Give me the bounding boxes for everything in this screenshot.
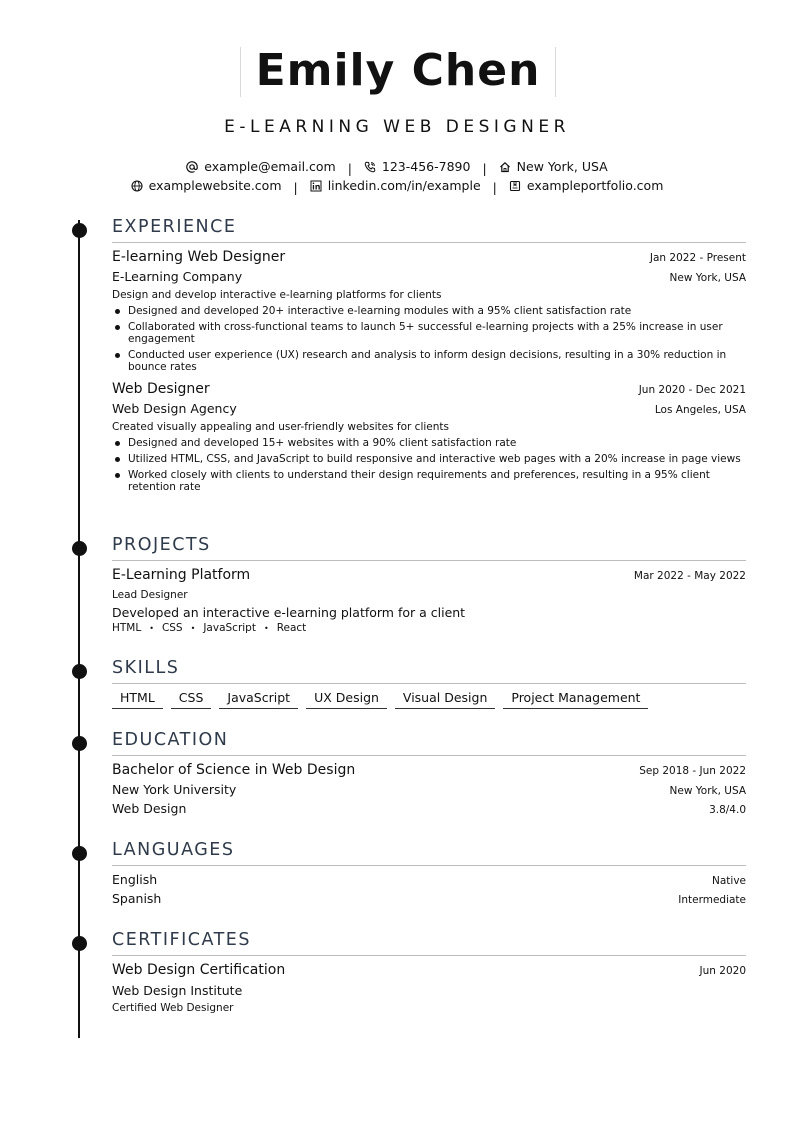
separator: |: [293, 179, 298, 195]
linkedin-icon: [310, 180, 322, 192]
contact-linkedin[interactable]: [310, 178, 481, 193]
tech-separator: •: [190, 623, 196, 633]
education-dates: Sep 2018 - Jun 2022: [639, 765, 746, 777]
contact-website[interactable]: [131, 178, 282, 193]
section-divider: [112, 865, 746, 866]
skill-tag: UX Design: [306, 690, 387, 709]
section-projects: [112, 533, 746, 634]
section-divider: [112, 755, 746, 756]
timeline-dot-languages: [72, 846, 87, 861]
contact-row-1: [0, 159, 794, 176]
gpa: 3.8/4.0: [709, 804, 746, 816]
name-frame: [240, 47, 556, 97]
field-of-study: Web Design: [112, 801, 187, 816]
list-item: Collaborated with cross-functional teams to launch 5+ successful e-learning projects with a 25% increase in user engagement: [128, 321, 746, 345]
section-divider: [112, 683, 746, 684]
project-name: E-Learning Platform: [112, 567, 251, 583]
job-title: E-LEARNING WEB DESIGNER: [224, 117, 570, 137]
job-dates: Jan 2022 - Present: [649, 252, 746, 264]
job-bullets: [112, 305, 746, 373]
skill-tag: Project Management: [503, 690, 648, 709]
list-item: [112, 891, 746, 910]
separator: |: [347, 160, 352, 176]
job-summary: Created visually appealing and user-friendly websites for clients: [112, 421, 449, 433]
section-heading: CERTIFICATES: [112, 930, 251, 950]
contact-portfolio[interactable]: [509, 178, 664, 193]
separator: |: [492, 179, 497, 195]
education-location: New York, USA: [669, 785, 746, 797]
phone-text: 123-456-7890: [381, 159, 471, 174]
contact-phone[interactable]: [364, 159, 471, 174]
project-tech-list: [112, 622, 746, 634]
tech-item: HTML: [112, 622, 142, 634]
skill-tag: CSS: [171, 690, 212, 709]
project-role: Lead Designer: [112, 589, 188, 601]
job-summary: Design and develop interactive e-learning platforms for clients: [112, 289, 442, 301]
skills-list: [112, 690, 746, 709]
job-company: E-Learning Company: [112, 269, 243, 284]
timeline-dot-education: [72, 736, 87, 751]
timeline-dot-experience: [72, 223, 87, 238]
skill-tag: JavaScript: [219, 690, 298, 709]
portfolio-text: exampleportfolio.com: [526, 178, 664, 193]
section-heading: SKILLS: [112, 658, 180, 678]
project-dates: Mar 2022 - May 2022: [633, 570, 746, 582]
job-company: Web Design Agency: [112, 401, 237, 416]
certificate-date: Jun 2020: [699, 965, 746, 977]
language-name: English: [112, 872, 158, 887]
tech-item: JavaScript: [203, 622, 256, 634]
globe-icon: [131, 180, 143, 192]
home-icon: [499, 161, 511, 173]
school: New York University: [112, 782, 237, 797]
project-entry: [112, 567, 746, 634]
section-certificates: [112, 928, 746, 1016]
tech-separator: •: [149, 623, 154, 633]
timeline-dot-certificates: [72, 936, 87, 951]
section-heading: EDUCATION: [112, 730, 229, 750]
job-location: Los Angeles, USA: [654, 404, 746, 416]
skill-tag: HTML: [112, 690, 163, 709]
skill-tag: Visual Design: [395, 690, 495, 709]
project-description: Developed an interactive e-learning platform for a client: [112, 605, 466, 620]
timeline-dot-skills: [72, 664, 87, 679]
language-level: Native: [712, 875, 746, 887]
experience-entry: [112, 381, 746, 493]
phone-icon: [364, 161, 376, 173]
certificate-issuer: Web Design Institute: [112, 983, 243, 998]
language-level: Intermediate: [678, 894, 746, 906]
section-languages: [112, 838, 746, 910]
education-entry: [112, 762, 746, 820]
location-text: New York, USA: [516, 159, 608, 174]
section-heading: LANGUAGES: [112, 840, 235, 860]
experience-entry: [112, 249, 746, 373]
section-experience: [112, 215, 746, 497]
job-role: E-learning Web Designer: [112, 249, 286, 265]
tech-separator: •: [263, 623, 269, 633]
candidate-name: Emily Chen: [255, 45, 541, 96]
section-skills: [112, 656, 746, 709]
job-location: New York, USA: [669, 272, 746, 284]
contact-email[interactable]: [186, 159, 335, 174]
language-name: Spanish: [112, 891, 162, 906]
tech-item: CSS: [161, 622, 183, 634]
list-item: Designed and developed 20+ interactive e-learning modules with a 95% client satisfaction rate: [128, 305, 746, 317]
job-bullets: [112, 437, 746, 493]
section-divider: [112, 242, 746, 243]
section-heading: PROJECTS: [112, 535, 211, 555]
section-heading: EXPERIENCE: [112, 217, 237, 237]
list-item: Designed and developed 15+ websites with a 90% client satisfaction rate: [128, 437, 746, 449]
list-item: Conducted user experience (UX) research and analysis to inform design decisions, resulting in a 30% reduction in bounce rates: [128, 349, 746, 373]
timeline-line: [78, 220, 80, 1038]
at-icon: [186, 161, 198, 173]
list-item: Worked closely with clients to understand their design requirements and preferences, resulting in a 95% client retention rate: [128, 469, 746, 493]
list-item: [112, 872, 746, 891]
languages-list: [112, 872, 746, 910]
job-role: Web Designer: [112, 381, 210, 397]
contact-location: [499, 159, 608, 174]
contact-row-2: [0, 178, 794, 195]
separator: |: [482, 160, 487, 176]
section-divider: [112, 560, 746, 561]
website-text: examplewebsite.com: [148, 178, 282, 193]
job-dates: Jun 2020 - Dec 2021: [638, 384, 746, 396]
portfolio-icon: [509, 180, 521, 192]
certificate-entry: [112, 962, 746, 1016]
timeline-dot-projects: [72, 541, 87, 556]
section-divider: [112, 955, 746, 956]
certificate-name: Web Design Certification: [112, 962, 286, 978]
list-item: Utilized HTML, CSS, and JavaScript to build responsive and interactive web pages with a 20% increase in page views: [128, 453, 746, 465]
section-education: [112, 728, 746, 820]
degree: Bachelor of Science in Web Design: [112, 762, 356, 778]
email-text: example@email.com: [204, 159, 336, 174]
certificate-detail: Certified Web Designer: [112, 1002, 234, 1014]
linkedin-text: linkedin.com/in/example: [327, 178, 481, 193]
tech-item: React: [276, 622, 307, 634]
